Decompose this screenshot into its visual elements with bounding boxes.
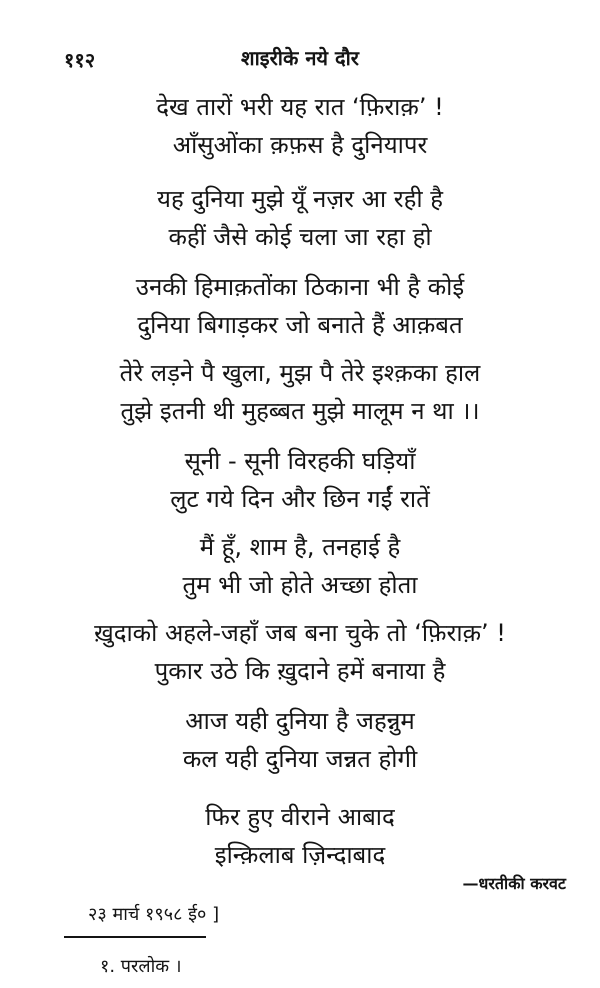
verse-line: आज यही दुनिया है जहन्नुम: [185, 707, 415, 735]
attribution: —धरतीकी करवट: [462, 874, 566, 893]
verse-line: यह दुनिया मुझे यूँ नज़र आ रही है: [157, 185, 443, 213]
couplet-6: [0, 528, 600, 604]
running-head: शाइरीके नये दौर: [241, 46, 359, 70]
page-number: ११२: [64, 48, 96, 72]
verse-line: देख तारों भरी यह रात ‘फ़िराक़’ !: [156, 93, 444, 121]
verse-line: कल यही दुनिया जन्नत होगी: [182, 745, 418, 773]
footnote-rule: [64, 936, 206, 938]
couplet-8: [0, 702, 600, 778]
verse-line: इन्क़िलाब ज़िन्दाबाद: [214, 841, 386, 869]
verse-line: तुझे इतनी थी मुहब्बत मुझे मालूम न था ।।: [120, 397, 480, 425]
couplet-4: [0, 354, 600, 430]
verse-line: लुट गये दिन और छिन गईं रातें: [170, 485, 430, 513]
verse-line: फिर हुए वीराने आबाद: [205, 803, 395, 831]
footnote: १. परलोक ।: [100, 956, 182, 977]
verse-line: पुकार उठे कि ख़ुदाने हमें बनाया है: [154, 657, 446, 685]
verse-line: उनकी हिमाक़तोंका ठिकाना भी है कोई: [135, 273, 465, 301]
couplet-7: [0, 614, 600, 690]
verse-line: ख़ुदाको अहले-जहाँ जब बना चुके तो ‘फ़िराक़’ !: [94, 619, 506, 647]
couplet-1: [0, 88, 600, 164]
verse-line: तेरे लड़ने पै खुला, मुझ पै तेरे इश्क़का हाल: [119, 359, 481, 387]
verse-line: तुम भी जो होते अच्छा होता: [182, 571, 418, 599]
couplet-9: [0, 798, 600, 874]
date-line: २३ मार्च १९५८ ई० ]: [88, 904, 220, 925]
verse-line: कहीं जैसे कोई चला जा रहा हो: [168, 223, 432, 251]
couplet-2: [0, 180, 600, 256]
verse-line: दुनिया बिगाड़कर जो बनाते हैं आक़बत: [137, 311, 463, 339]
verse-line: मैं हूँ, शाम है, तनहाई है: [199, 533, 401, 561]
verse-line: आँसुओंका क़फ़स है दुनियापर: [172, 131, 428, 159]
couplet-5: [0, 442, 600, 518]
verse-line: सूनी - सूनी विरहकी घड़ियाँ: [184, 447, 416, 475]
couplet-3: [0, 268, 600, 344]
